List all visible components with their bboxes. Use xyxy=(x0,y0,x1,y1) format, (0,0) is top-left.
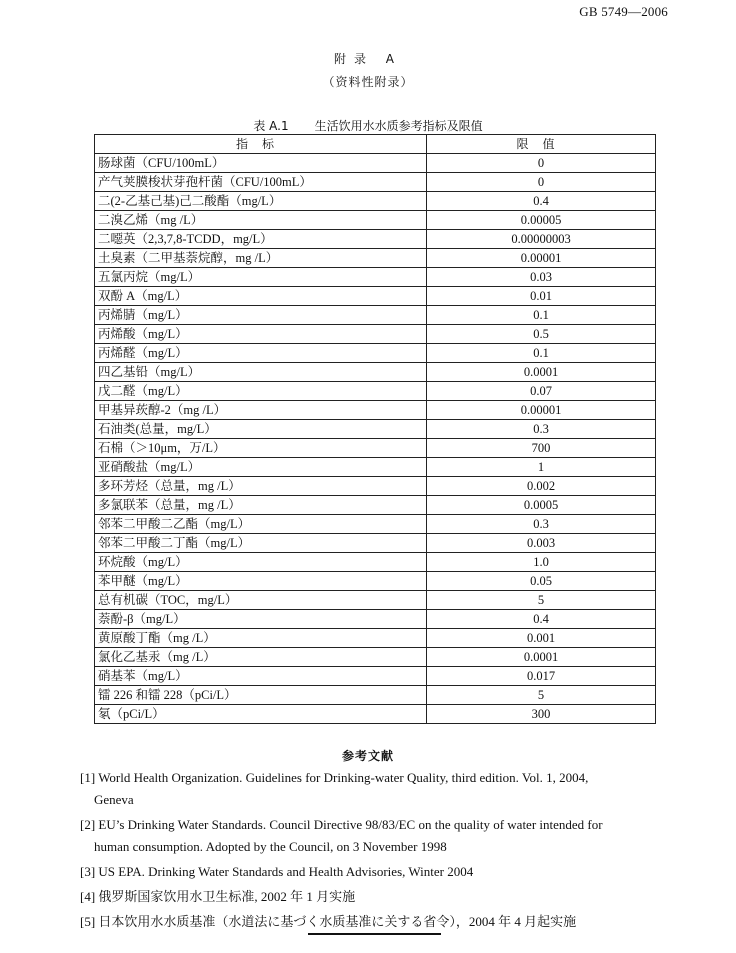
table-title: 生活饮用水水质参考指标及限值 xyxy=(314,119,483,133)
table-row xyxy=(95,344,656,363)
reference-text-continued: human consumption. Adopted by the Council, on 3 November 1998 xyxy=(94,839,447,854)
indicator-cell: 戊二醛（mg/L） xyxy=(95,382,427,401)
table-row xyxy=(95,648,656,667)
limit-value-cell: 0.00001 xyxy=(427,249,656,268)
limit-value-cell: 0.07 xyxy=(427,382,656,401)
column-header-limit: 限值 xyxy=(427,135,656,154)
table-row xyxy=(95,458,656,477)
limit-value-cell: 0.002 xyxy=(427,477,656,496)
table-row xyxy=(95,667,656,686)
reference-item xyxy=(80,767,672,811)
reference-marker: [1] xyxy=(80,770,96,785)
limit-value-cell: 0.017 xyxy=(427,667,656,686)
limit-value-cell: 0.01 xyxy=(427,287,656,306)
limit-value-cell: 5 xyxy=(427,591,656,610)
indicator-cell: 环烷酸（mg/L） xyxy=(95,553,427,572)
limit-value-cell: 0.4 xyxy=(427,610,656,629)
limit-value-cell: 0.1 xyxy=(427,344,656,363)
indicator-cell: 二(2-乙基己基)己二酸酯（mg/L） xyxy=(95,192,427,211)
limit-value-cell: 0.3 xyxy=(427,420,656,439)
table-row xyxy=(95,382,656,401)
reference-text-continued: Geneva xyxy=(94,792,134,807)
table-row xyxy=(95,534,656,553)
column-header-indicator: 指标 xyxy=(95,135,427,154)
indicator-cell: 萘酚-β（mg/L） xyxy=(95,610,427,629)
indicator-cell: 邻苯二甲酸二乙酯（mg/L） xyxy=(95,515,427,534)
reference-text: EU’s Drinking Water Standards. Council Directive 98/83/EC on the quality of water intended for xyxy=(98,817,603,832)
limit-value-cell: 0.00005 xyxy=(427,211,656,230)
indicator-cell: 苯甲醚（mg/L） xyxy=(95,572,427,591)
table-row xyxy=(95,211,656,230)
indicator-cell: 石棉（＞10μm，万/L） xyxy=(95,439,427,458)
reference-item xyxy=(80,911,672,933)
indicator-cell: 双酚 A（mg/L） xyxy=(95,287,427,306)
table-row xyxy=(95,249,656,268)
limit-value-cell: 0.0001 xyxy=(427,648,656,667)
table-row xyxy=(95,515,656,534)
indicator-cell: 丙烯醛（mg/L） xyxy=(95,344,427,363)
indicator-cell: 五氯丙烷（mg/L） xyxy=(95,268,427,287)
limit-value-cell: 700 xyxy=(427,439,656,458)
indicator-cell: 硝基苯（mg/L） xyxy=(95,667,427,686)
indicator-cell: 邻苯二甲酸二丁酯（mg/L） xyxy=(95,534,427,553)
limit-value-cell: 5 xyxy=(427,686,656,705)
reference-item xyxy=(80,814,672,858)
indicator-cell: 产气荚膜梭状芽孢杆菌（CFU/100mL） xyxy=(95,173,427,192)
indicator-cell: 丙烯酸（mg/L） xyxy=(95,325,427,344)
indicator-cell: 镭 226 和镭 228（pCi/L） xyxy=(95,686,427,705)
indicator-cell: 肠球菌（CFU/100mL） xyxy=(95,154,427,173)
indicator-cell: 黄原酸丁酯（mg /L） xyxy=(95,629,427,648)
table-row xyxy=(95,420,656,439)
reference-text: World Health Organization. Guidelines for Drinking-water Quality, third edition. Vol. 1, 2004, xyxy=(98,770,589,785)
end-rule xyxy=(308,933,441,935)
table-row xyxy=(95,553,656,572)
appendix-subtitle: （资料性附录） xyxy=(322,75,414,89)
indicator-cell: 丙烯腈（mg/L） xyxy=(95,306,427,325)
indicator-cell: 多环芳烃（总量，mg /L） xyxy=(95,477,427,496)
limit-value-cell: 0.00001 xyxy=(427,401,656,420)
limit-value-cell: 0 xyxy=(427,173,656,192)
indicator-cell: 总有机碳（TOC，mg/L） xyxy=(95,591,427,610)
table-row xyxy=(95,192,656,211)
limit-value-cell: 1.0 xyxy=(427,553,656,572)
table-body xyxy=(95,154,656,724)
table-row xyxy=(95,401,656,420)
limit-value-cell: 0.4 xyxy=(427,192,656,211)
reference-marker: [2] xyxy=(80,817,96,832)
reference-item xyxy=(80,886,672,908)
table-row xyxy=(95,268,656,287)
indicator-cell: 二噁英（2,3,7,8-TCDD，mg/L） xyxy=(95,230,427,249)
table-row xyxy=(95,173,656,192)
table-row xyxy=(95,496,656,515)
indicator-cell: 氯化乙基汞（mg /L） xyxy=(95,648,427,667)
reference-text: US EPA. Drinking Water Standards and Health Advisories, Winter 2004 xyxy=(98,864,474,879)
references-title: 参考文献 xyxy=(341,749,394,763)
reference-marker: [3] xyxy=(80,864,96,879)
reference-limits-table xyxy=(94,134,656,724)
reference-marker: [4] xyxy=(80,889,96,904)
table-row xyxy=(95,477,656,496)
limit-value-cell: 0.03 xyxy=(427,268,656,287)
indicator-cell: 多氯联苯（总量，mg /L） xyxy=(95,496,427,515)
references-list xyxy=(80,767,672,936)
indicator-cell: 甲基异莰醇-2（mg /L） xyxy=(95,401,427,420)
limit-value-cell: 0.0001 xyxy=(427,363,656,382)
indicator-cell: 土臭素（二甲基萘烷醇，mg /L） xyxy=(95,249,427,268)
table-row xyxy=(95,610,656,629)
reference-text: 俄罗斯国家饮用水卫生标准, 2002 年 1 月实施 xyxy=(98,889,356,904)
limit-value-cell: 0.003 xyxy=(427,534,656,553)
indicator-cell: 亚硝酸盐（mg/L） xyxy=(95,458,427,477)
limit-value-cell: 1 xyxy=(427,458,656,477)
limit-value-cell: 0.1 xyxy=(427,306,656,325)
table-row xyxy=(95,325,656,344)
limit-value-cell: 0.05 xyxy=(427,572,656,591)
limit-value-cell: 300 xyxy=(427,705,656,724)
limit-value-cell: 0 xyxy=(427,154,656,173)
table-number: 表 A.1 xyxy=(253,119,289,133)
limit-value-cell: 0.5 xyxy=(427,325,656,344)
table-header-row xyxy=(95,135,656,154)
limit-value-cell: 0.00000003 xyxy=(427,230,656,249)
limit-value-cell: 0.001 xyxy=(427,629,656,648)
table-row xyxy=(95,686,656,705)
reference-marker: [5] xyxy=(80,914,96,929)
table-row xyxy=(95,306,656,325)
table-row xyxy=(95,629,656,648)
limit-value-cell: 0.3 xyxy=(427,515,656,534)
table-row xyxy=(95,572,656,591)
table-caption xyxy=(0,117,736,134)
indicator-cell: 石油类(总量，mg/L） xyxy=(95,420,427,439)
table-row xyxy=(95,287,656,306)
indicator-cell: 氡（pCi/L） xyxy=(95,705,427,724)
reference-text: 日本饮用水水质基准（水道法に基づく水质基准に关する省令），2004 年 4 月起实施 xyxy=(98,914,577,929)
table-row xyxy=(95,363,656,382)
limit-value-cell: 0.0005 xyxy=(427,496,656,515)
table-row xyxy=(95,705,656,724)
table-row xyxy=(95,591,656,610)
table-row xyxy=(95,439,656,458)
appendix-title: 附录 A xyxy=(333,52,403,66)
reference-item xyxy=(80,861,672,883)
table-row xyxy=(95,154,656,173)
standard-code: GB 5749—2006 xyxy=(579,4,668,19)
indicator-cell: 二溴乙烯（mg /L） xyxy=(95,211,427,230)
table-row xyxy=(95,230,656,249)
indicator-cell: 四乙基铅（mg/L） xyxy=(95,363,427,382)
